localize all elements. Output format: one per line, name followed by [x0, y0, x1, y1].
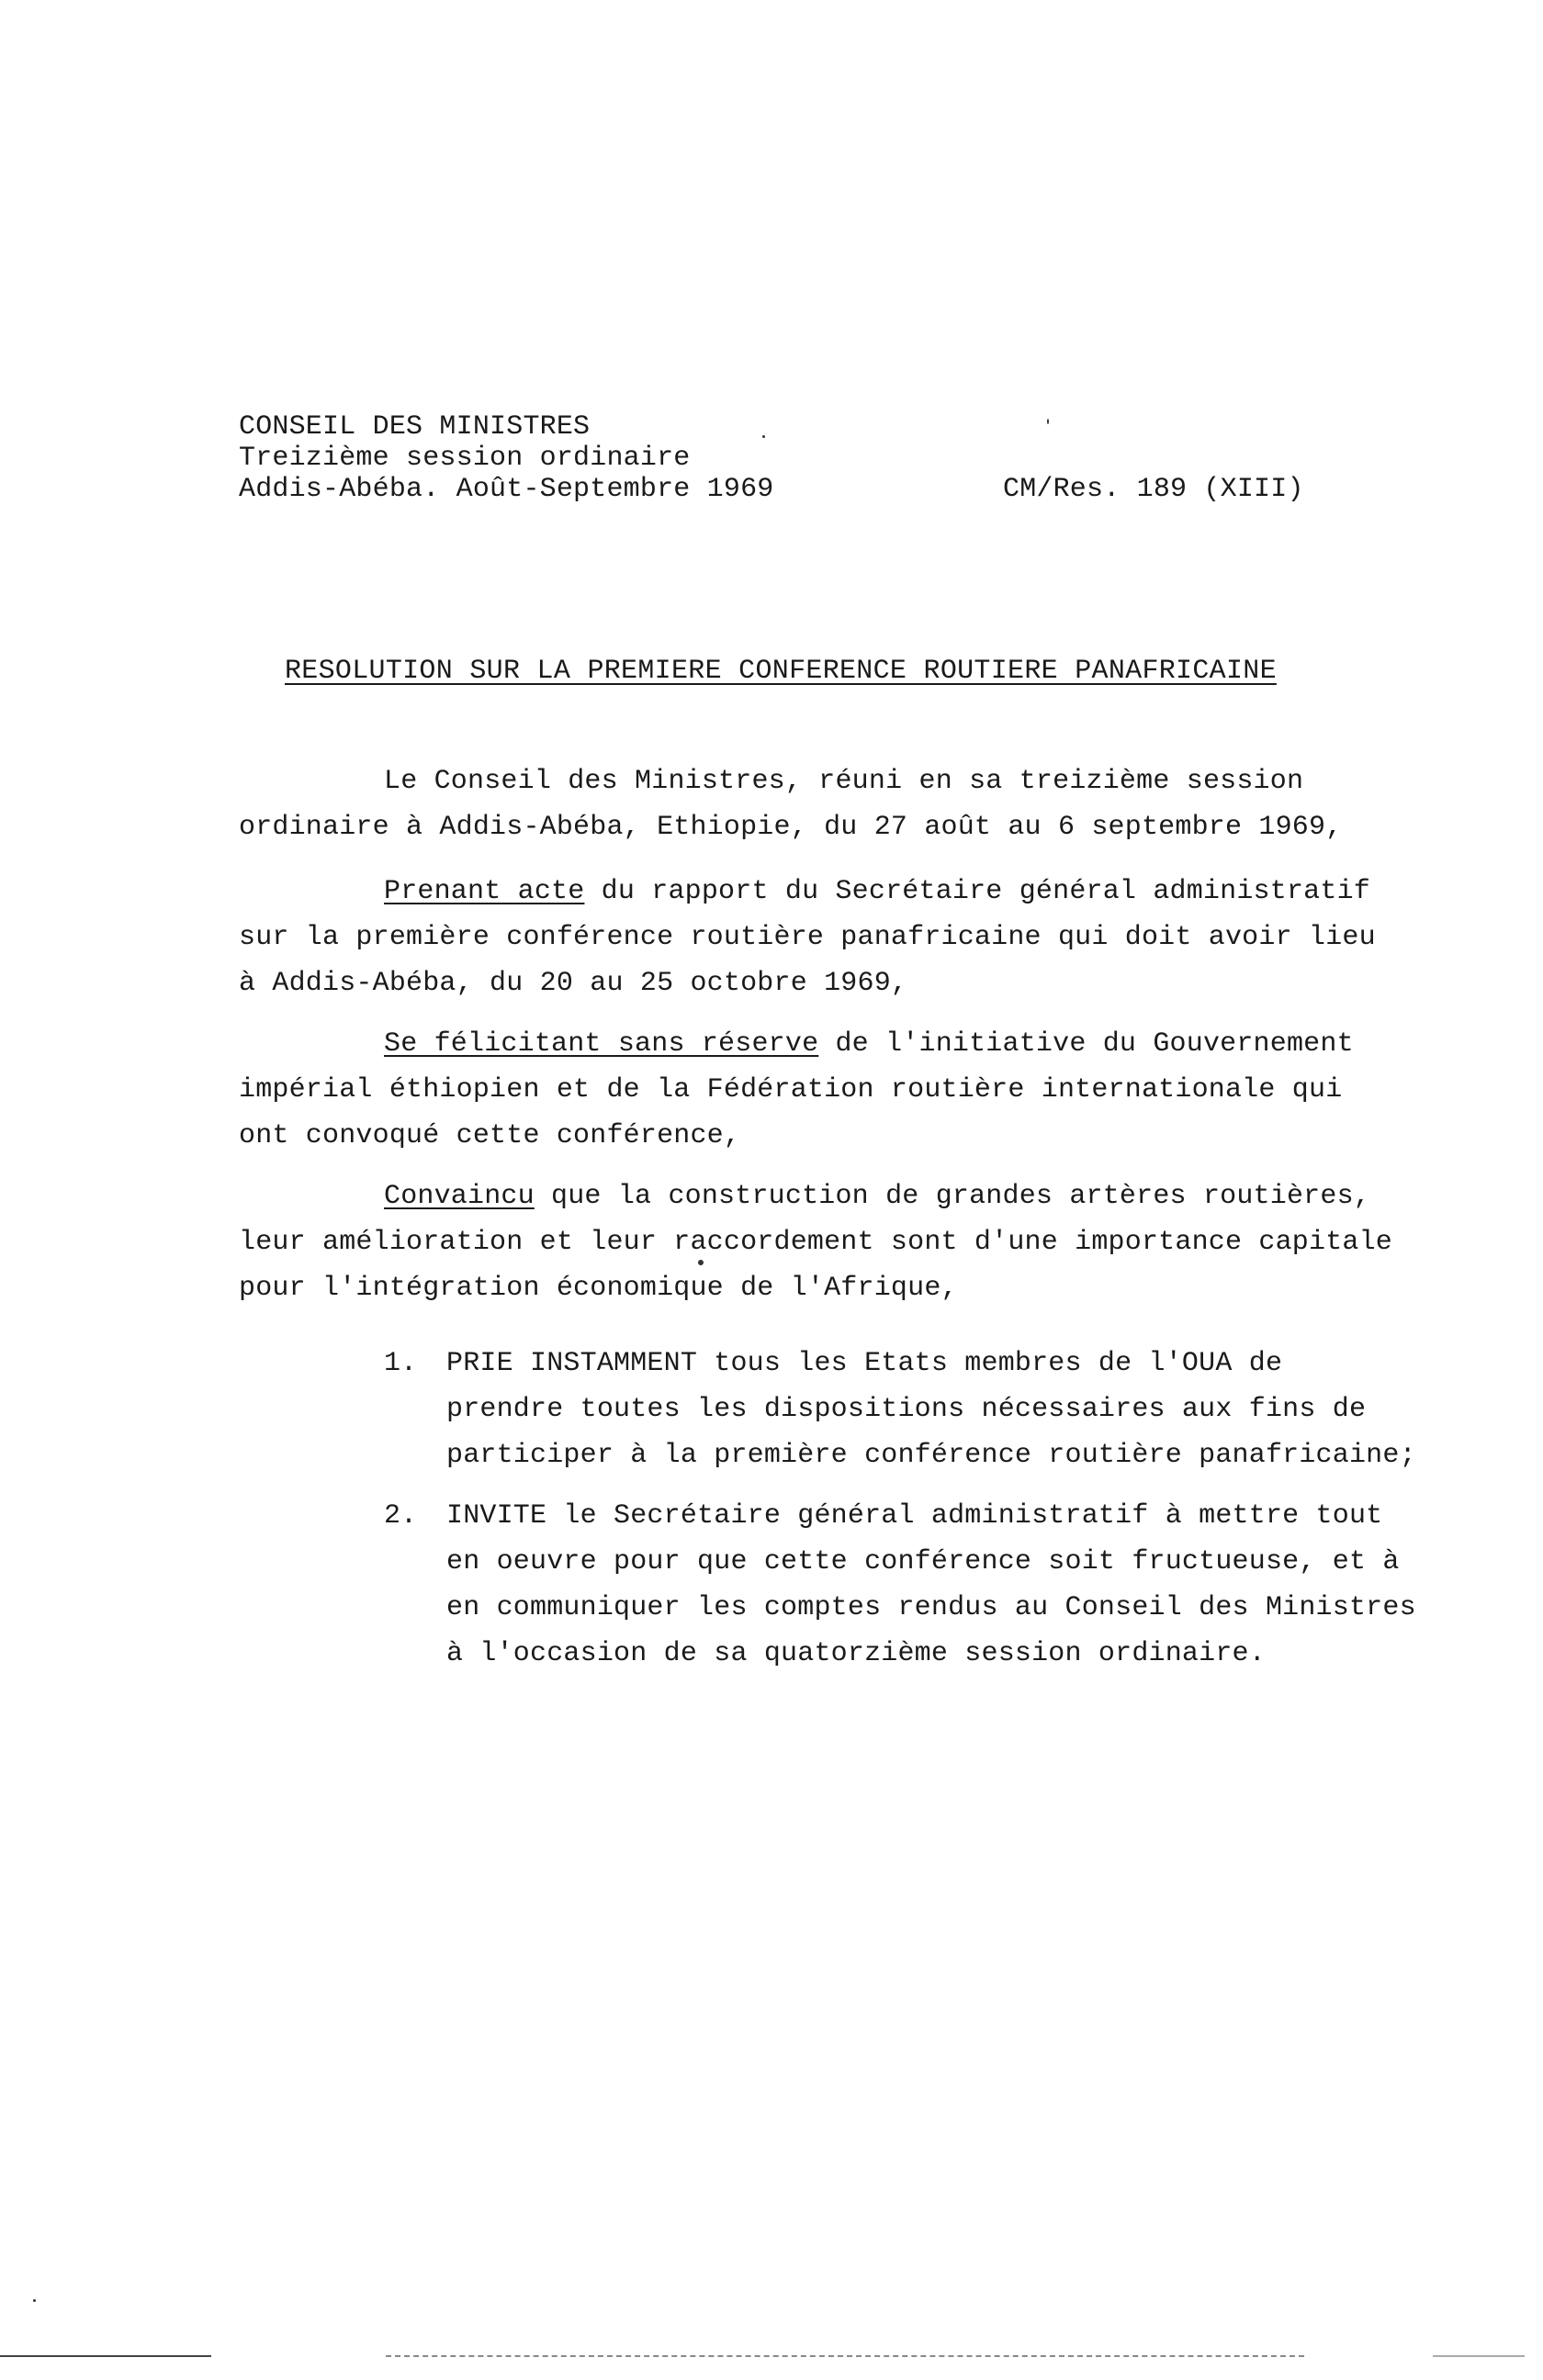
- scan-speck: [1047, 419, 1049, 424]
- operative-1-line-3: participer à la première conférence routière panafricaine;: [446, 1440, 1416, 1471]
- header-place-date: Addis-Abéba. Août-Septembre 1969: [239, 474, 774, 505]
- preamble-2-line-3: à Addis-Abéba, du 20 au 25 octobre 1969,: [239, 968, 908, 999]
- operative-2-line-1: INVITE le Secrétaire général administratif à mettre tout: [446, 1500, 1383, 1532]
- page-edge-line: [1433, 2355, 1525, 2357]
- header-reference: CM/Res. 189 (XIII): [1003, 474, 1304, 505]
- operative-2-line-3: en communiquer les comptes rendus au Conseil des Ministres: [446, 1592, 1416, 1623]
- header-council-name: CONSEIL DES MINISTRES: [239, 411, 591, 443]
- preamble-3-rest: de l'initiative du Gouvernement: [818, 1028, 1354, 1060]
- operative-2-line-4: à l'occasion de sa quatorzième session ordinaire.: [446, 1638, 1266, 1669]
- preamble-1-line-1: Le Conseil des Ministres, réuni en sa treizième session: [384, 766, 1304, 797]
- preamble-4-line-2: leur amélioration et leur raccordement sont d'une importance capitale: [239, 1227, 1393, 1258]
- scan-speck: [762, 435, 765, 438]
- preamble-3-line-3: ont convoqué cette conférence,: [239, 1120, 741, 1151]
- preamble-3-line-2: impérial éthiopien et de la Fédération routière internationale qui: [239, 1074, 1343, 1106]
- preamble-2-line-2: sur la première conférence routière panafricaine qui doit avoir lieu: [239, 922, 1376, 953]
- operative-1-line-1: PRIE INSTAMMENT tous les Etats membres de l'OUA de: [446, 1348, 1283, 1379]
- preamble-2-rest: du rapport du Secrétaire général administratif: [584, 876, 1370, 907]
- preamble-4-line-3: pour l'intégration économique de l'Afrique,: [239, 1273, 958, 1304]
- preamble-2-line-1: [384, 876, 1370, 907]
- scan-speck: [698, 1260, 704, 1265]
- preamble-3-lead: Se félicitant sans réserve: [384, 1028, 819, 1060]
- preamble-2-lead: Prenant acte: [384, 876, 585, 907]
- operative-2-number: 2.: [384, 1500, 418, 1532]
- page-edge-line: [0, 2355, 211, 2357]
- scan-speck: [33, 2299, 36, 2302]
- operative-1-number: 1.: [384, 1348, 418, 1379]
- resolution-title: RESOLUTION SUR LA PREMIERE CONFERENCE ROUTIERE PANAFRICAINE: [285, 656, 1277, 687]
- operative-2-line-2: en oeuvre pour que cette conférence soit fructueuse, et à: [446, 1546, 1400, 1577]
- operative-1-line-2: prendre toutes les dispositions nécessaires aux fins de: [446, 1394, 1367, 1425]
- page-edge-dotted-line: [386, 2355, 1304, 2357]
- preamble-1-line-2: ordinaire à Addis-Abéba, Ethiopie, du 27 août au 6 septembre 1969,: [239, 812, 1343, 843]
- header-session: Treizième session ordinaire: [239, 443, 691, 474]
- preamble-4-rest: que la construction de grandes artères routières,: [534, 1181, 1370, 1212]
- preamble-4-line-1: [384, 1181, 1370, 1212]
- preamble-3-line-1: [384, 1028, 1354, 1060]
- preamble-4-lead: Convaincu: [384, 1181, 535, 1212]
